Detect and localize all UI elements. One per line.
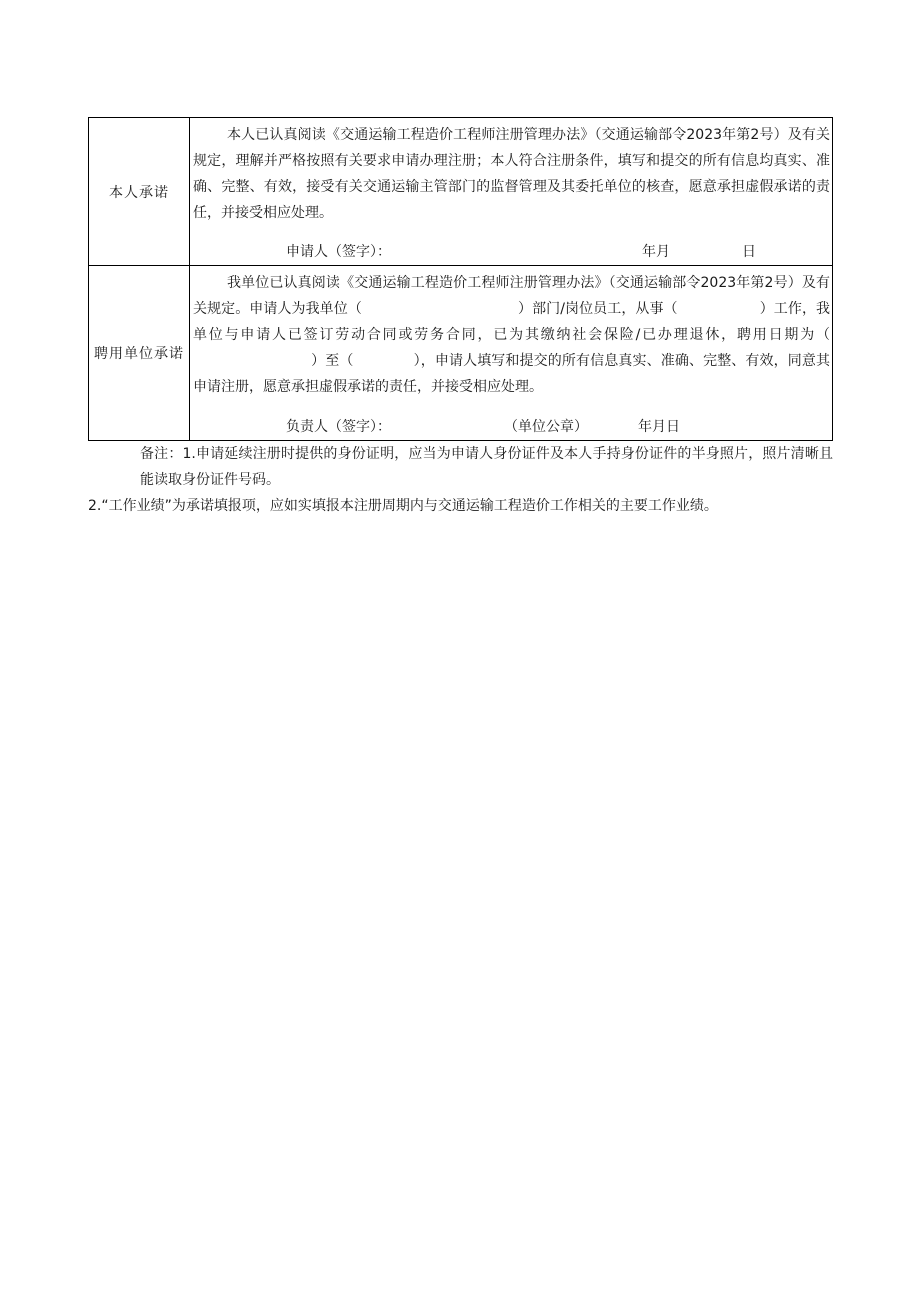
remarks-section [88,441,833,493]
employer-text-part5: ），申请人填写和提交的所有信息真实、准确、完整、有效，同意其申请注册，愿意承担虚假承诺的责任，并接受相应处理。 [193,353,831,395]
employer-text-part3: ）工作，我单位与申请人已签订劳动合同或劳务合同，已为其缴纳社会保险/已办理退休，聘用日期为（ [193,301,831,343]
employer-text-part1: 我单位已认真阅读《交通运输工程造价工程师注册管理办法》（交通运输部令2023年第2号）及有关规定。申请人为我单位（ [193,275,830,317]
commitment-table [88,117,833,441]
personal-commitment-row [89,118,833,266]
remarks-section-2 [88,493,848,519]
personal-commitment-cell [190,118,833,266]
applicant-signature-label: 申请人（签字）： [286,244,391,260]
remark-2: 2.“工作业绩”为承诺填报项，应如实填报本注册周期内与交通运输工程造价工作相关的主要工作业绩。 [88,498,718,514]
unit-seal-label: （单位公章） [504,419,588,435]
applicant-date-day: 日 [742,244,756,260]
remark-1: 备注：1.申请延续注册时提供的身份证明，应当为申请人身份证件及本人手持身份证件的半身照片，照片清晰且能读取身份证件号码。 [140,446,833,488]
employer-signature-line [190,416,832,438]
employer-date: 年月日 [638,419,680,435]
employer-commitment-text [190,266,832,400]
employer-commitment-label: 聘用单位承诺 [89,266,190,441]
employer-text-part4: ）至（ [311,353,354,369]
applicant-signature-line [190,241,832,263]
personal-commitment-text: 本人已认真阅读《交通运输工程造价工程师注册管理办法》（交通运输部令2023年第2号）及有关规定，理解并严格按照有关要求申请办理注册；本人符合注册条件，填写和提交的所有信息均真实、准确、完整、有效，接受有关交通运输主管部门的监督管理及其委托单位的核查，愿意承担虚假承诺的责任，并接受相应处理。 [193,127,830,221]
employer-commitment-row [89,266,833,441]
employer-text-part2: ）部门/岗位员工，从事（ [517,301,678,317]
personal-commitment-label: 本人承诺 [89,118,190,266]
employer-commitment-cell [190,266,833,441]
responsible-person-signature-label: 负责人（签字）： [286,419,391,435]
applicant-date-year-month: 年月 [642,244,670,260]
